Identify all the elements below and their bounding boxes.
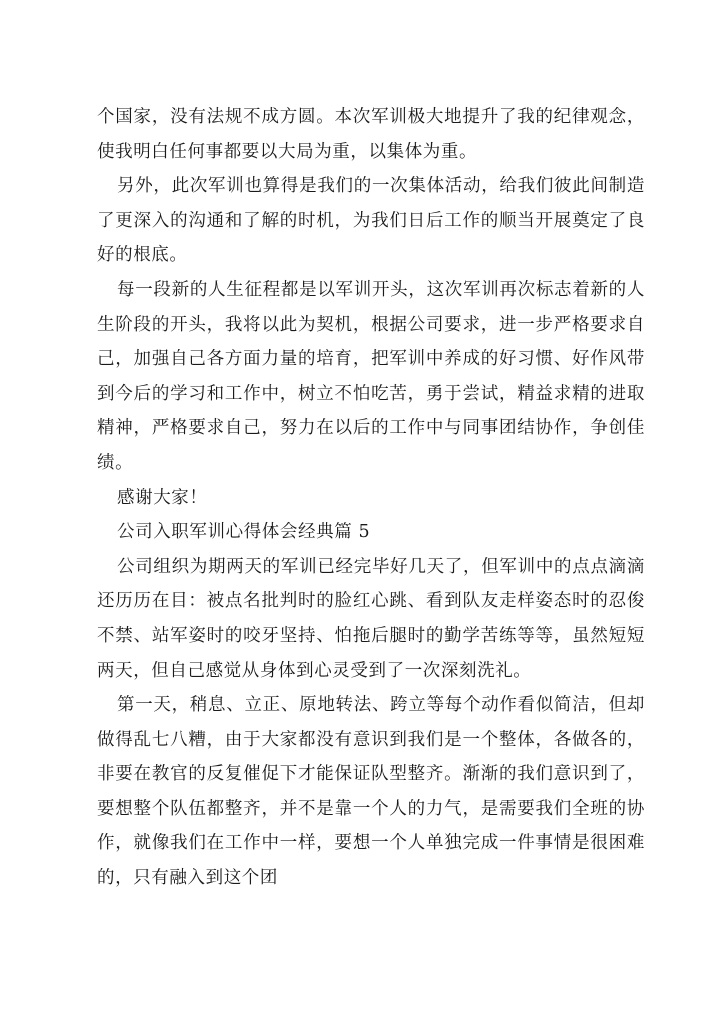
paragraph-collective-activity: 另外，此次军训也算得是我们的一次集体活动，给我们彼此间制造了更深入的沟通和了解的时机，为我们日后工作的顺当开展奠定了良好的根底。: [97, 176, 645, 266]
paragraph-thanks: 感谢大家！: [117, 487, 208, 508]
section-heading: 公司入职军训心得体会经典篇 5: [117, 522, 371, 543]
paragraph-first-day: 第一天，稍息、立正、原地转法、跨立等每个动作看似简洁，但却做得乱七八糟，由于大家都没有意识到我们是一个整体，各做各的，非要在教官的反复催促下才能保证队型整齐。渐渐的我们意识到了，要想整个队伍都整齐，并不是靠一个人的力气，是需要我们全班的协作，就像我们在工作中一样，要想一个人单独完成一件事情是很困难的，只有融入到这个团: [97, 695, 645, 889]
paragraph-training-memories: 公司组织为期两天的军训已经完毕好几天了，但军训中的点点滴滴还历历在目：被点名批判时的脸红心跳、看到队友走样姿态时的忍俊不禁、站军姿时的咬牙坚持、怕拖后腿时的勤学苦练等等，虽然短短两天，但自己感觉从身体到心灵受到了一次深刻洗礼。: [97, 556, 645, 681]
paragraph-continuation: 个国家，没有法规不成方圆。本次军训极大地提升了我的纪律观念，使我明白任何事都要以大局为重，以集体为重。: [97, 107, 645, 162]
document-body: [97, 100, 645, 896]
paragraph-new-journey: 每一段新的人生征程都是以军训开头，这次军训再次标志着新的人生阶段的开头，我将以此为契机，根据公司要求，进一步严格要求自己，加强自己各方面力量的培育，把军训中养成的好习惯、好作风带到今后的学习和工作中，树立不怕吃苦，勇于尝试，精益求精的进取精神，严格要求自己，努力在以后的工作中与同事团结协作，争创佳绩。: [97, 279, 645, 473]
